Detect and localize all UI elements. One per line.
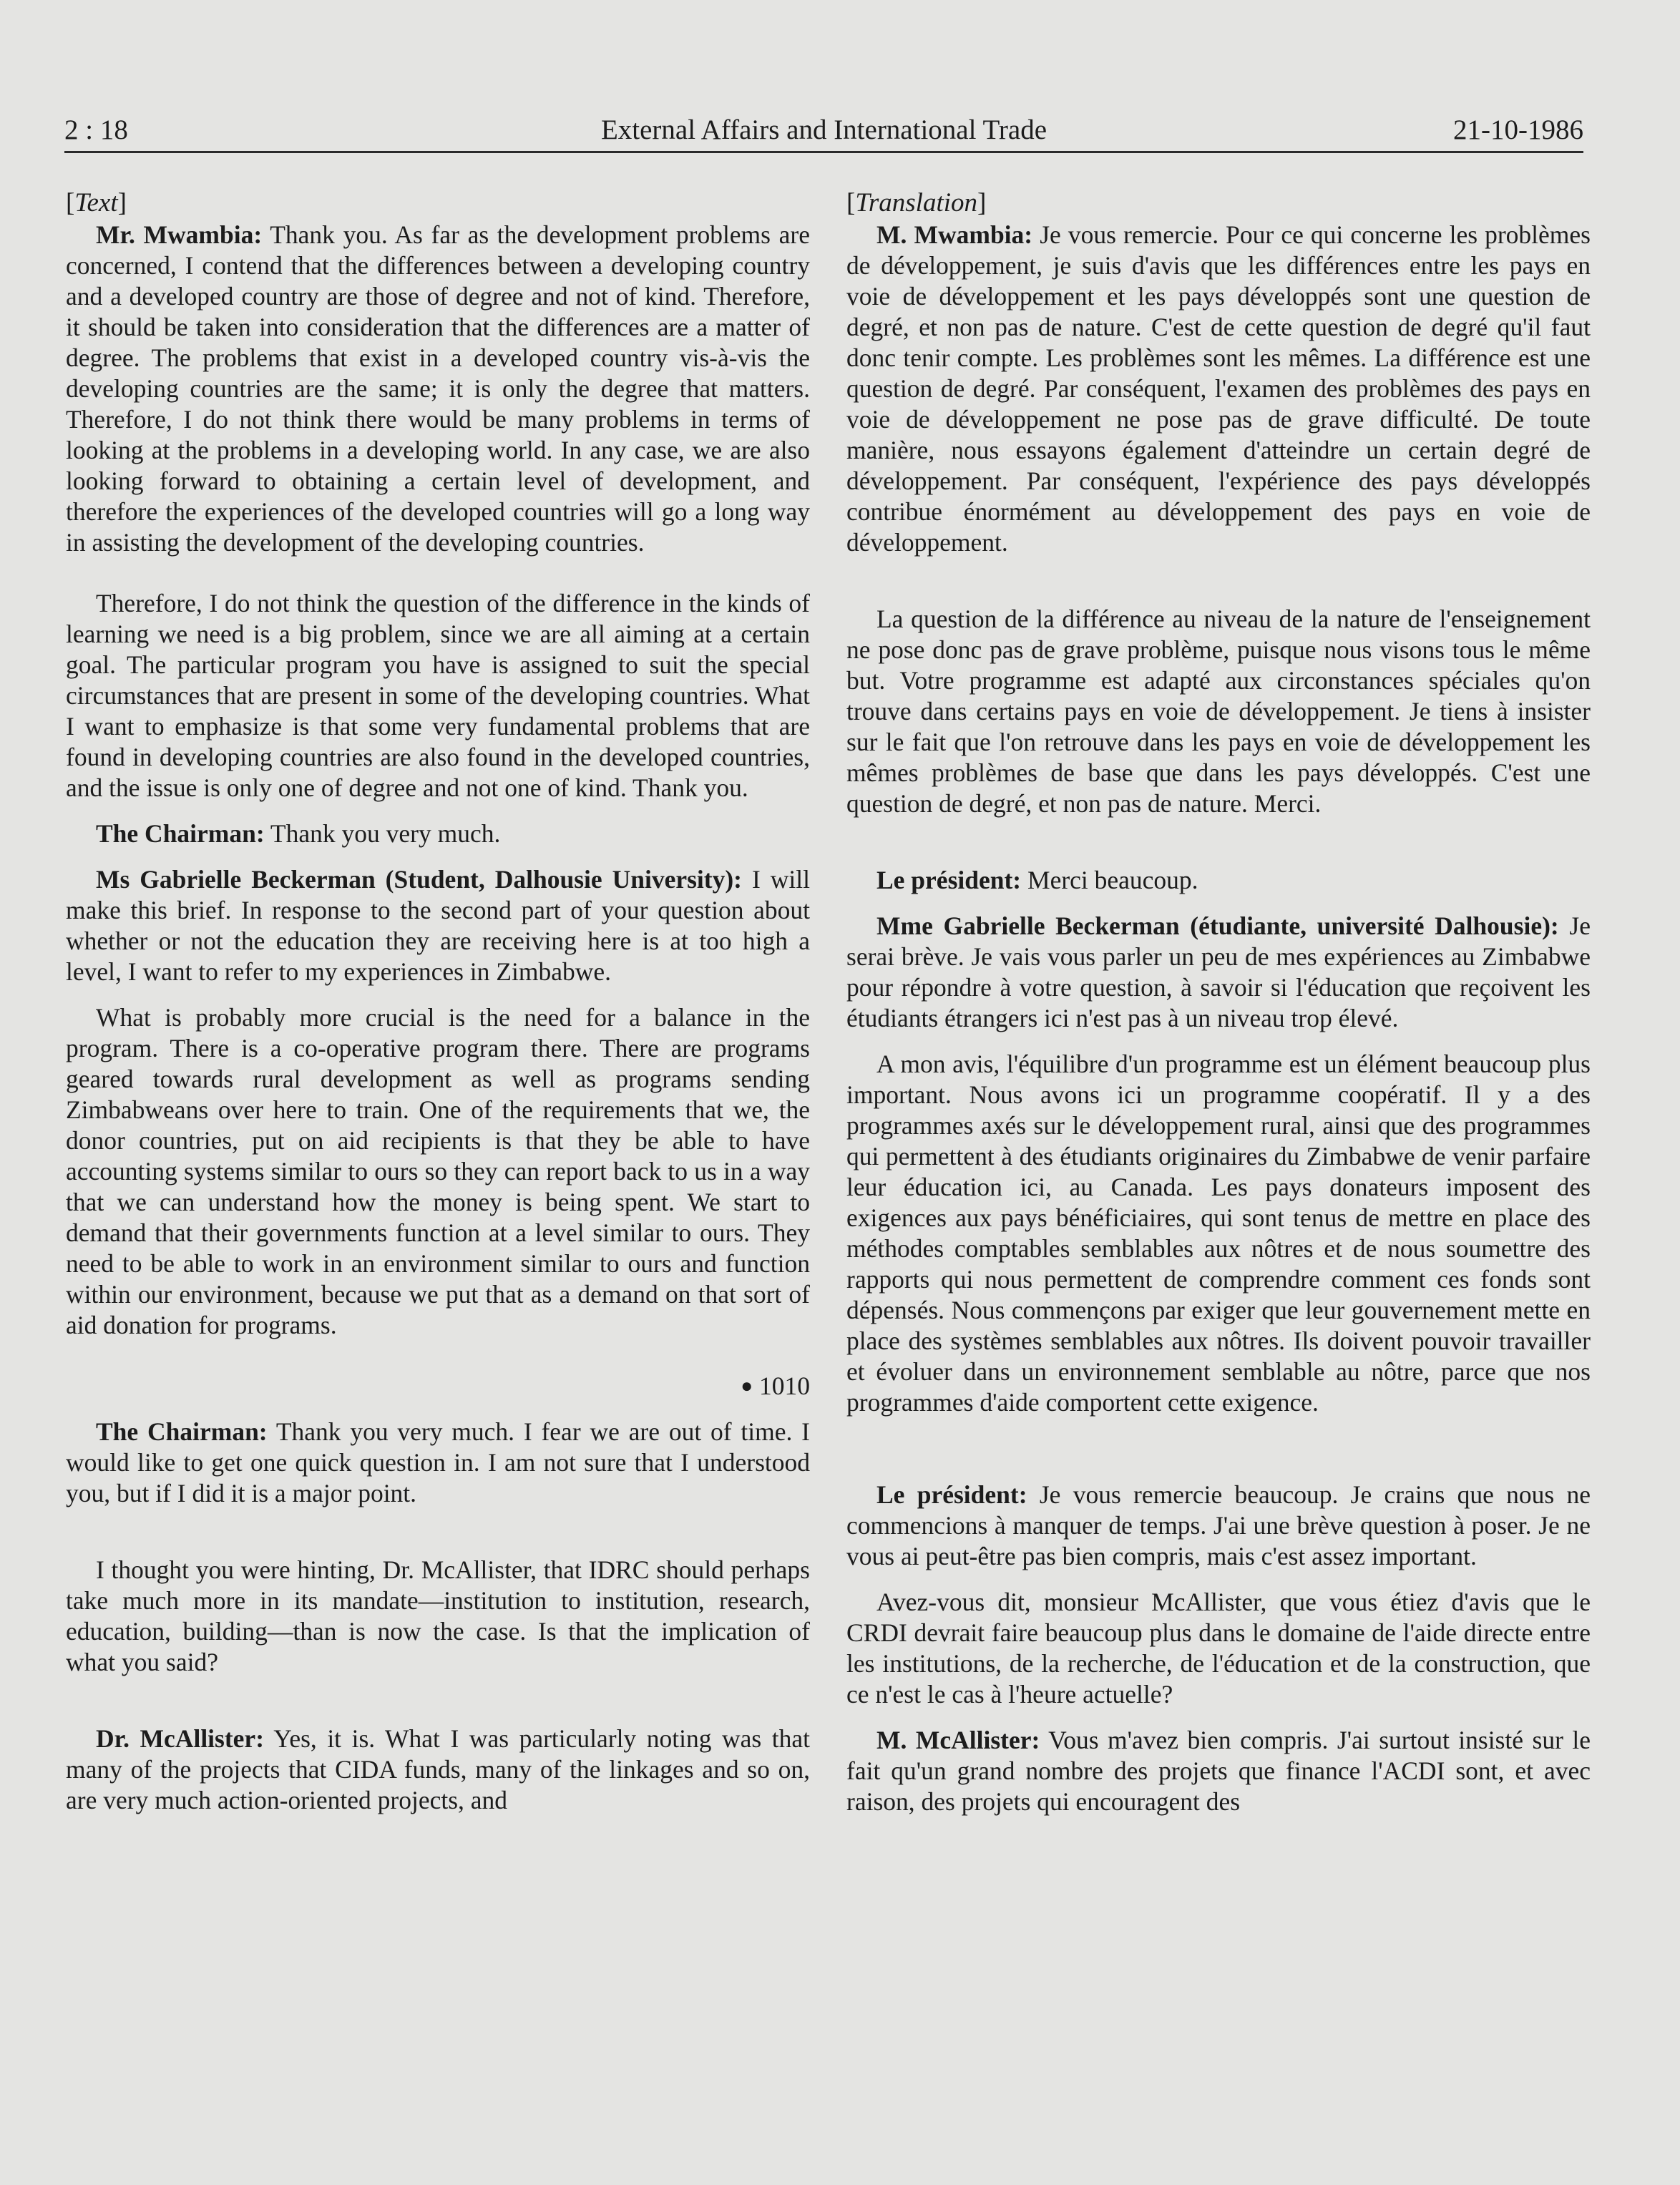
paragraph: Ms Gabrielle Beckerman (Student, Dalhousie University): I will make this brief. In response to the second part of your question about whether or not the education they are receiving here is at too high a level, I want to refer to my experiences in Zimbabwe.	[66, 865, 810, 986]
speaker-name: Le président:	[876, 1480, 1027, 1509]
paragraph: Mr. Mwambia: Thank you. As far as the development problems are concerned, I contend that the differences between a developing country and a developed country are those of degree and not of kind. Therefore, it should be taken into consideration that the differences are a matter of degree. The problems that exist in a developed country vis-à-vis the developing countries are the same; it is only the degree that matters. Therefore, I do not think there would be many problems in terms of looking at the problems in a developing world. In any case, we are also looking forward to obtaining a certain level of development, and therefore the experiences of the developed countries will go a long way in assisting the development of the developing countries.	[66, 220, 810, 557]
speaker-name: The Chairman:	[96, 1417, 268, 1446]
speaker-name: M. Mwambia:	[876, 220, 1033, 249]
paragraph: Le président: Je vous remercie beaucoup. Je crains que nous ne commencions à manquer de temps. J'ai une brève question à poser. Je ne vous ai peut-être pas bien compris, mais c'est assez important.	[846, 1480, 1591, 1570]
paragraph: A mon avis, l'équilibre d'un programme est un élément beaucoup plus important. Nous avons ici un programme coopératif. Il y a des programmes axés sur le développement rural, ainsi que des programmes qui permettent à des étudiants originaires du Zimbabwe de venir parfaire leur éducation ici, au Canada. Les pays donateurs imposent des exigences aux pays bénéficiaires, qui sont tenus de mettre en place des méthodes comptables semblables aux nôtres et de nous soumettre des rapports qui nous permettent de comprendre comment ces fonds sont dépensés. Nous commençons par exiger que leur gouvernement mette en place des systèmes semblables aux nôtres. Ils doivent pouvoir travailler et évoluer dans un environnement semblable au nôtre, parce que nos programmes d'aide comportent cette exigence.	[846, 1050, 1591, 1417]
paragraph: The Chairman: Thank you very much. I fear we are out of time. I would like to get one quick question in. I am not sure that I understood you, but if I did it is a major point.	[66, 1417, 810, 1507]
paragraph: M. Mwambia: Je vous remercie. Pour ce qui concerne les problèmes de développement, je suis d'avis que les différences entre les pays en voie de développement et les pays développés sont une question de degré, et non pas de nature. C'est de cette question de degré qu'il faut donc tenir compte. Les problèmes sont les mêmes. La différence est une question de degré. Par conséquent, l'examen des problèmes des pays en voie de développement ne pose pas de grave difficulté. De toute manière, nous essayons également d'atteindre un certain degré de développement. Par conséquent, l'expérience des pays développés contribue énormément au développement des pays en voie de développement.	[846, 220, 1591, 557]
column-tag: [Translation]	[846, 188, 987, 217]
paragraph: M. McAllister: Vous m'avez bien compris. J'ai surtout insisté sur le fait qu'un grand nombre des projets que finance l'ACDI sont, et avec raison, des projets qui encouragent des	[846, 1726, 1591, 1816]
paragraph: Le président: Merci beaucoup.	[876, 866, 1198, 894]
speaker-name: M. McAllister:	[876, 1726, 1040, 1754]
speaker-name: Ms Gabrielle Beckerman (Student, Dalhousie University):	[96, 865, 743, 894]
page-date: 21-10-1986	[1453, 114, 1583, 145]
speaker-name: Mr. Mwambia:	[96, 220, 263, 249]
english-column	[66, 187, 810, 1816]
column-tag: [Text]	[66, 188, 127, 217]
paragraph: Mme Gabrielle Beckerman (étudiante, université Dalhousie): Je serai brève. Je vais vous parler un peu de mes expériences au Zimbabwe pour répondre à votre question, à savoir si l'éducation que reçoivent les étudiants étrangers ici n'est pas à un niveau trop élevé.	[846, 911, 1591, 1032]
bullet-icon: ●	[741, 1375, 753, 1397]
paragraph: Avez-vous dit, monsieur McAllister, que vous étiez d'avis que le CRDI devrait faire beaucoup plus dans le domaine de l'aide directe entre les institutions, de la recherche, de l'éducation et de la construction, que ce n'est le cas à l'heure actuelle?	[846, 1588, 1591, 1709]
paragraph: La question de la différence au niveau de la nature de l'enseignement ne pose donc pas de grave problème, puisque nous visons tous le même but. Votre programme est adapté aux circonstances spéciales qu'on trouve dans certains pays en voie de développement. Je tiens à insister sur le fait que l'on retrouve dans les pays en voie de développement les mêmes problèmes de base que dans les pays développés. C'est une question de degré, et non pas de nature. Merci.	[846, 605, 1591, 818]
french-column	[846, 187, 1591, 1817]
speaker-name: The Chairman:	[96, 819, 265, 848]
page-header	[64, 111, 1583, 153]
paragraph: I thought you were hinting, Dr. McAllister, that IDRC should perhaps take much more in its mandate—institution to institution, research, education, building—than is now the case. Is that the implication of what you said?	[66, 1555, 810, 1676]
paragraph: The Chairman: Thank you very much.	[96, 819, 501, 848]
paragraph: What is probably more crucial is the need for a balance in the program. There is a co-operative program there. There are programs geared towards rural development as well as programs sending Zimbabweans over here to train. One of the requirements that we, the donor countries, put on aid recipients is that they be able to have accounting systems similar to ours so they can report back to us in a way that we can understand how the money is being spent. We start to demand that their governments function at a level similar to ours. They need to be able to work in an environment similar to ours and function within our environment, because we put that as a demand on that sort of aid donation for programs.	[66, 1003, 810, 1339]
paragraph: Dr. McAllister: Yes, it is. What I was particularly noting was that many of the projects that CIDA funds, many of the linkages and so on, are very much action-oriented projects, and	[66, 1724, 810, 1814]
speaker-name: Dr. McAllister:	[96, 1724, 265, 1753]
speaker-name: Le président:	[876, 866, 1022, 894]
timestamp: ● 1010	[741, 1372, 810, 1400]
page-title: External Affairs and International Trade	[600, 114, 1047, 145]
paragraph: Therefore, I do not think the question of the difference in the kinds of learning we need is a big problem, since we are all aiming at a certain goal. The particular program you have is assigned to suit the special circumstances that are present in some of the developing countries. What I want to emphasize is that some very fundamental problems that are found in developing countries are also found in the developed countries, and the issue is only one of degree and not one of kind. Thank you.	[66, 589, 810, 802]
page-number: 2 : 18	[64, 114, 128, 145]
speaker-name: Mme Gabrielle Beckerman (étudiante, université Dalhousie):	[876, 911, 1559, 940]
